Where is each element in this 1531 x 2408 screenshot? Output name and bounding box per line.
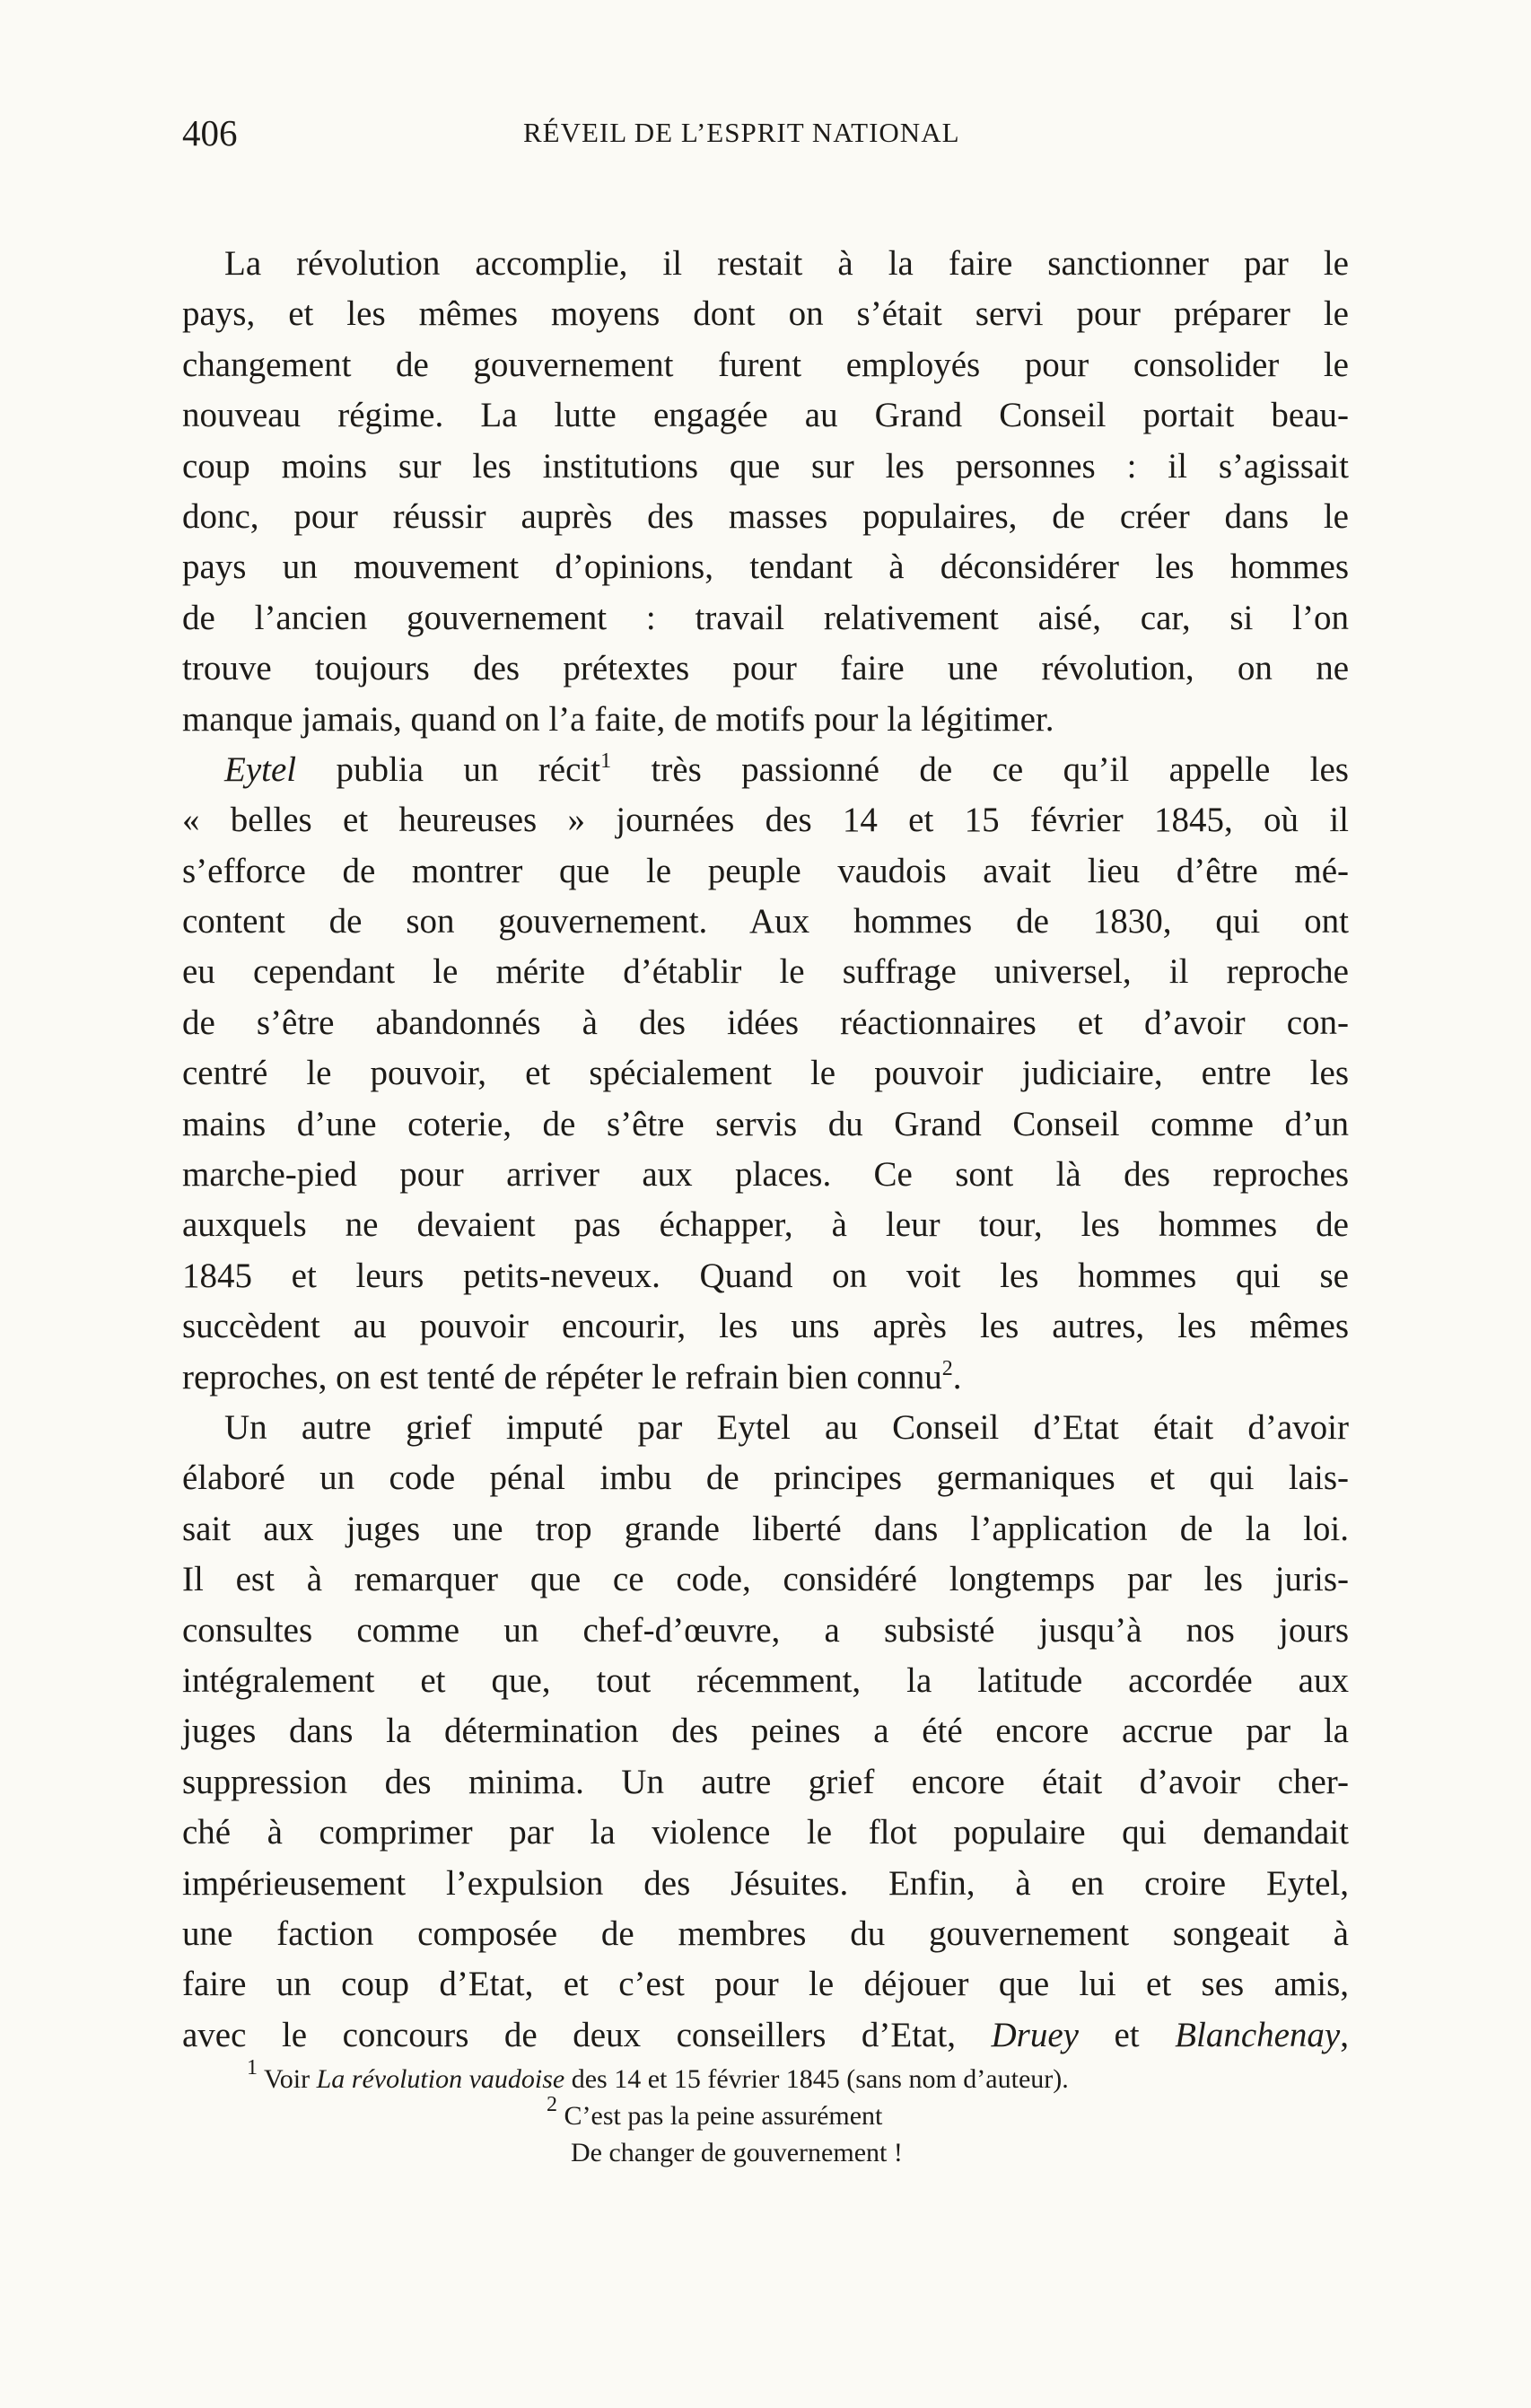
footnote-ref-1: 1 xyxy=(600,749,612,773)
body-line: donc, pour réussir auprès des masses populaires, de créer dans le xyxy=(182,496,1349,536)
footnote-verse-line: C’est pas la peine assurément xyxy=(564,2101,883,2131)
page-number: 406 xyxy=(182,112,238,153)
body-line xyxy=(182,1353,1349,1403)
body-line: mains d’une coterie, de s’être servis du Grand Conseil comme d’un xyxy=(182,1104,1349,1143)
cited-title: La révolution vaudoise xyxy=(316,2064,565,2094)
footnote-1 xyxy=(182,2056,1349,2097)
body-text-run: reproches, on est tenté de répéter le refrain bien connu xyxy=(182,1357,942,1397)
body-text-run: , xyxy=(1340,2015,1349,2054)
running-head xyxy=(182,111,1349,165)
body-line: eu cependant le mérite d’établir le suffrage universel, il reproche xyxy=(182,952,1349,992)
body-text-run: avec le concours de deux conseillers d’Etat, xyxy=(182,2015,992,2054)
footnote-2 xyxy=(182,2093,1349,2134)
body-line: manque jamais, quand on l’a faite, de motifs pour la légitimer. xyxy=(182,699,1054,739)
body-line: Un autre grief imputé par Eytel au Conseil d’Etat était d’avoir xyxy=(224,1407,1349,1447)
body-line: succèdent au pouvoir encourir, les uns après les autres, les mêmes xyxy=(182,1307,1349,1346)
body-text xyxy=(182,239,1349,2061)
body-line: « belles et heureuses » journées des 14 et 15 février 1845, où il xyxy=(182,801,1349,840)
body-line: faire un coup d’Etat, et c’est pour le déjouer que lui et ses amis, xyxy=(182,1965,1349,2004)
body-line xyxy=(182,2010,1349,2061)
body-line: auxquels ne devaient pas échapper, à leur tour, les hommes de xyxy=(182,1205,1349,1245)
body-line: pays, et les mêmes moyens dont on s’était servi pour préparer le xyxy=(182,294,1349,334)
person-name-italic: Blanchenay xyxy=(1175,2015,1341,2054)
body-line: changement de gouvernement furent employés pour consolider le xyxy=(182,345,1349,384)
body-line: de s’être abandonnés à des idées réactionnaires et d’avoir con- xyxy=(182,1003,1349,1042)
body-line: Il est à remarquer que ce code, considéré longtemps par les juris- xyxy=(182,1560,1349,1599)
body-line: pays un mouvement d’opinions, tendant à déconsidérer les hommes xyxy=(182,547,1349,587)
body-line: 1845 et leurs petits-neveux. Quand on voit les hommes qui se xyxy=(182,1256,1349,1295)
body-line: centré le pouvoir, et spécialement le pouvoir judiciaire, entre les xyxy=(182,1054,1349,1093)
body-line: nouveau régime. La lutte engagée au Grand Conseil portait beau- xyxy=(182,396,1349,435)
body-line: content de son gouvernement. Aux hommes de 1830, qui ont xyxy=(182,902,1349,941)
running-title: RÉVEIL DE L’ESPRIT NATIONAL xyxy=(523,117,960,148)
body-text-run: très passionné de ce qu’il appelle les xyxy=(611,749,1349,789)
person-name-italic: Druey xyxy=(991,2015,1079,2054)
footnote-text: Voir xyxy=(263,2064,317,2094)
body-line: juges dans la détermination des peines a été encore accrue par la xyxy=(182,1712,1349,1751)
body-line: coup moins sur les institutions que sur les personnes : il s’agissait xyxy=(182,446,1349,486)
body-line: marche-pied pour arriver aux places. Ce sont là des reproches xyxy=(182,1155,1349,1195)
body-text-run: publia un récit xyxy=(296,749,601,789)
author-name-italic: Eytel xyxy=(224,749,297,789)
body-line: intégralement et que, tout récemment, la latitude accordée aux xyxy=(182,1660,1349,1700)
body-line: une faction composée de membres du gouvernement songeait à xyxy=(182,1913,1349,1953)
body-line: ché à comprimer par la violence le flot populaire qui demandait xyxy=(182,1813,1349,1852)
body-line: élaboré un code pénal imbu de principes germaniques et qui lais- xyxy=(182,1458,1349,1498)
body-text-run: . xyxy=(952,1357,962,1397)
body-line: La révolution accomplie, il restait à la faire sanctionner par le xyxy=(224,244,1349,283)
footnote-2-verse: De changer de gouvernement ! xyxy=(571,2138,903,2167)
footnote-marker: 1 xyxy=(247,2056,258,2080)
body-line: s’efforce de montrer que le peuple vaudois avait lieu d’être mé- xyxy=(182,851,1349,890)
footnotes xyxy=(182,2056,1349,2171)
body-line: de l’ancien gouvernement : travail relativement aisé, car, si l’on xyxy=(182,598,1349,637)
body-line xyxy=(182,745,1349,795)
body-line: consultes comme un chef-d’œuvre, a subsisté jusqu’à nos jours xyxy=(182,1610,1349,1650)
body-line: impérieusement l’expulsion des Jésuites. Enfin, à en croire Eytel, xyxy=(182,1863,1349,1903)
body-text-run: et xyxy=(1078,2015,1176,2054)
footnote-marker: 2 xyxy=(547,2093,557,2116)
body-line: suppression des minima. Un autre grief encore était d’avoir cher- xyxy=(182,1762,1349,1801)
body-line: sait aux juges une trop grande liberté dans l’application de la loi. xyxy=(182,1509,1349,1548)
footnote-ref-2: 2 xyxy=(941,1356,953,1380)
footnote-text: des 14 et 15 février 1845 (sans nom d’auteur). xyxy=(564,2064,1069,2094)
body-line: trouve toujours des prétextes pour faire une révolution, on ne xyxy=(182,649,1349,688)
